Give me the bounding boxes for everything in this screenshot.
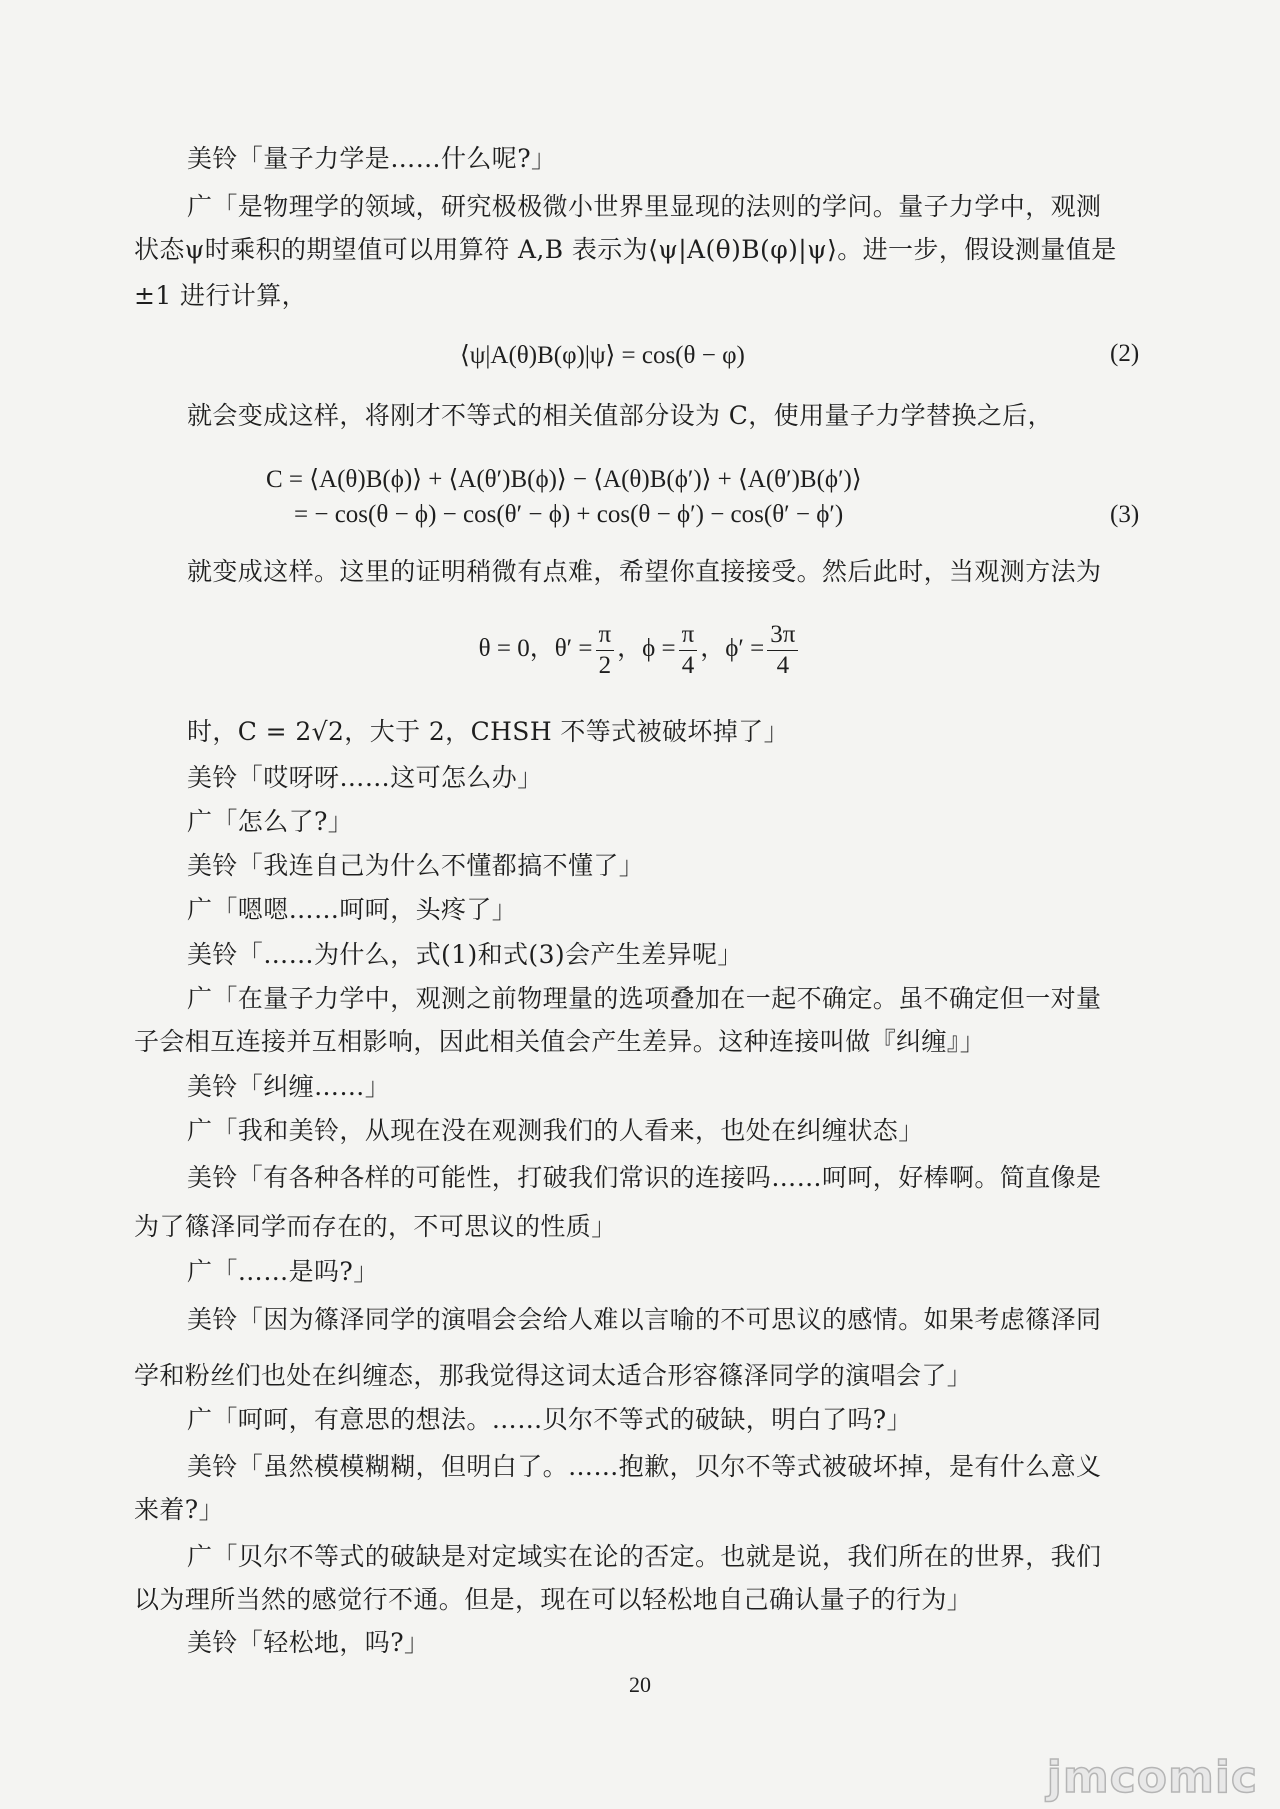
paragraph: 美铃「因为篠泽同学的演唱会会给人难以言喻的不可思议的感情。如果考虑篠泽同: [187, 1305, 1102, 1334]
paragraph: 美铃「我连自己为什么不懂都搞不懂了」: [187, 851, 645, 880]
formula-text: ，ϕ =: [617, 635, 676, 663]
equation-3-number: (3): [1110, 501, 1140, 528]
paragraph: 美铃「量子力学是……什么呢?」: [187, 144, 557, 173]
paragraph: 就变成这样。这里的证明稍微有点难，希望你直接接受。然后此时，当观测方法为: [187, 557, 1102, 586]
paragraph: 学和粉丝们也处在纠缠态，那我觉得这词太适合形容篠泽同学的演唱会了」: [134, 1361, 973, 1390]
fraction: $\frac{3\pi}{4}$: [767, 622, 798, 679]
equation-3-line-2: = − cos(θ − ϕ) − cos(θ′ − ϕ) + cos(θ − ϕ′) − cos(θ′ − ϕ′): [294, 501, 844, 528]
equation-3-line-1: C = ⟨A(θ)B(ϕ)⟩ + ⟨A(θ′)B(ϕ)⟩ − ⟨A(θ)B(ϕ′)⟩ + ⟨A(θ′)B(ϕ′)⟩: [266, 466, 862, 493]
paragraph: 广「在量子力学中，观测之前物理量的选项叠加在一起不确定。虽不确定但一对量: [187, 984, 1102, 1013]
paragraph: 时，C = 2√2，大于 2，CHSH 不等式被破坏掉了」: [187, 717, 789, 746]
paragraph: 美铃「轻松地，吗?」: [187, 1628, 430, 1657]
fraction: $\frac{\pi}{2}$: [596, 622, 615, 679]
paragraph: 美铃「……为什么，式(1)和式(3)会产生差异呢」: [187, 940, 743, 969]
paragraph: 状态ψ时乘积的期望值可以用算符 A,B 表示为⟨ψ|A(θ)B(φ)|ψ⟩。进一步，假设测量值是: [134, 235, 1117, 264]
paragraph: 美铃「有各种各样的可能性，打破我们常识的连接吗……呵呵，好棒啊。简直像是: [187, 1163, 1102, 1192]
paragraph: 美铃「纠缠……」: [187, 1072, 391, 1101]
equation-2-number: (2): [1110, 340, 1140, 367]
paragraph: 就会变成这样，将刚才不等式的相关值部分设为 C，使用量子力学替换之后，: [187, 401, 1054, 430]
paragraph: ±1 进行计算，: [134, 281, 308, 310]
fraction: $\frac{\pi}{4}$: [679, 622, 698, 679]
watermark-logo: jmcomic: [1046, 1752, 1258, 1803]
equation-2: ⟨ψ|A(θ)B(φ)|ψ⟩ = cos(θ − φ): [460, 342, 745, 369]
formula-text: θ = 0，θ′ =: [478, 635, 593, 663]
paragraph: 为了篠泽同学而存在的，不可思议的性质」: [134, 1212, 617, 1241]
paragraph: 广「我和美铃，从现在没在观测我们的人看来，也处在纠缠状态」: [187, 1116, 924, 1145]
paragraph: 广「怎么了?」: [187, 807, 354, 836]
paragraph: 美铃「虽然模模糊糊，但明白了。……抱歉，贝尔不等式被破坏掉，是有什么意义: [187, 1452, 1102, 1481]
paragraph: 广「贝尔不等式的破缺是对定域实在论的否定。也就是说，我们所在的世界，我们: [187, 1542, 1102, 1571]
paragraph: 子会相互连接并互相影响，因此相关值会产生差异。这种连接叫做『纠缠』」: [134, 1027, 986, 1056]
paragraph: 美铃「哎呀呀……这可怎么办」: [187, 763, 543, 792]
paragraph: 以为理所当然的感觉行不通。但是，现在可以轻松地自己确认量子的行为」: [134, 1585, 973, 1614]
paragraph: 广「呵呵，有意思的想法。……贝尔不等式的破缺，明白了吗?」: [187, 1405, 913, 1434]
paragraph: 广「是物理学的领域，研究极极微小世界里显现的法则的学问。量子力学中，观测: [187, 192, 1102, 221]
angle-settings-formula: [0, 622, 1280, 679]
paragraph: 来着?」: [134, 1495, 225, 1524]
page-number: 20: [629, 1672, 651, 1697]
paragraph: 广「嗯嗯……呵呵，头疼了」: [187, 895, 518, 924]
paragraph: 广「……是吗?」: [187, 1257, 379, 1286]
formula-text: ，ϕ′ =: [700, 635, 765, 663]
